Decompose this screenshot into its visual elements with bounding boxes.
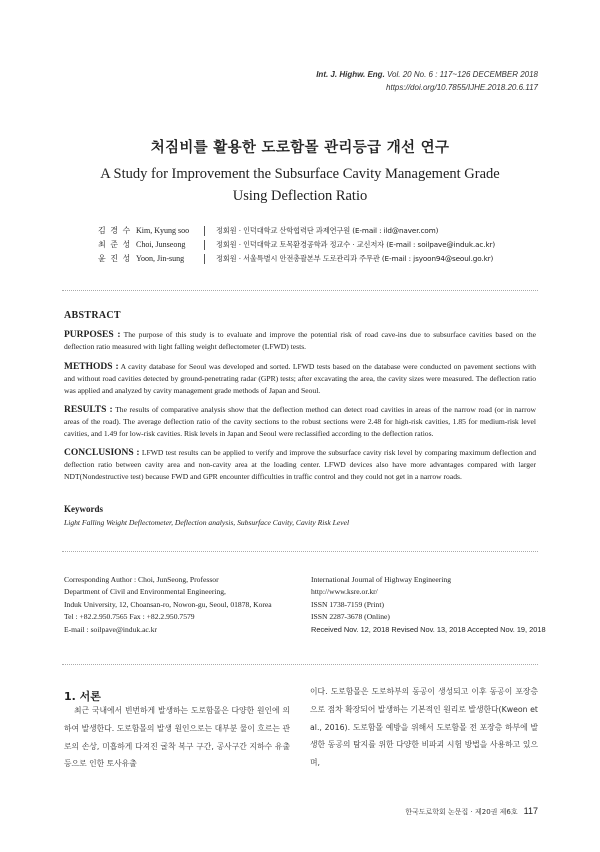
author-affiliation: 정회원 · 인덕대학교 산학협력단 과제연구원 (E-mail : ild@naver.com) <box>216 226 439 235</box>
abstract-heading: ABSTRACT <box>64 310 121 321</box>
results-text: The results of comparative analysis show that the deflection method can detect road cavities in areas of the narrow road (or in narrow areas of the road). The average deflection ratio of the cavity sections to the robust sections were 2.48 for high-risk cavities, 1.85 for medium-risk level cavities, and 1.49 for low-risk cavities. Risk levels in Japan and Seoul were reclassified according to the deflection ratios. <box>64 405 536 439</box>
methods-text: A cavity database for Seoul was developed and sorted. LFWD tests based on the database were conducted on pavement sections with and without road cavities detected by ground-penetrating radar (GPR) tests; after excavating the area, the cavity sizes were measured. The deflection ratio was applied and analyzed by cavity management grade methods of Japan and Seoul. <box>64 362 536 396</box>
journal-doi[interactable]: https://doi.org/10.7855/IJHE.2018.20.6.117 <box>386 83 538 92</box>
body-text-left: 최근 국내에서 빈번하게 발생하는 도로함몰은 다양한 원인에 의하여 발생한다. 도로함몰의 발생 원인으로는 대부분 물이 흐르는 관로의 손상, 미흡하게 다져진 굴착 복구 구간, 공사구간 지하수 유출 등으로 인한 토사유출 <box>64 706 290 769</box>
corr-line: Tel : +82.2.950.7565 Fax : +82.2.950.7579 <box>64 612 195 622</box>
abstract-methods <box>64 361 536 398</box>
corr-email[interactable]: E-mail : soilpave@induk.ac.kr <box>64 624 158 634</box>
author-name-ko: 윤 진 성 <box>98 254 132 263</box>
abstract-purposes <box>64 329 536 353</box>
title-english <box>0 163 600 207</box>
page-number: 117 <box>523 806 538 816</box>
divider <box>62 290 538 291</box>
corr-line: Corresponding Author : Choi, JunSeong, Professor <box>64 575 219 584</box>
journal-abbrev: Int. J. Highw. Eng. <box>316 70 385 79</box>
author-divider <box>204 240 216 250</box>
author-row <box>98 224 495 238</box>
divider <box>62 664 538 665</box>
abstract-conclusions <box>64 447 536 484</box>
title-english-line2: Using Deflection Ratio <box>232 188 368 204</box>
keywords-heading: Keywords <box>64 504 103 514</box>
purposes-text: The purpose of this study is to evaluate and improve the potential risk of road cave-ins due to subsurface cavities based on the deflection ratio measured with light falling weight deflectometer (LFWD) tests. <box>64 330 536 352</box>
pub-url[interactable]: http://www.ksre.or.kr/ <box>311 587 378 597</box>
divider <box>62 551 538 552</box>
author-list <box>98 224 495 266</box>
footer-journal: 한국도로학회 논문집 · 제20권 제6호 <box>405 808 518 816</box>
corr-line: Department of Civil and Environmental Engineering, <box>64 587 226 597</box>
keywords-text: Light Falling Weight Deflectometer, Deflection analysis, Subsurface Cavity, Cavity Risk Level <box>64 518 350 527</box>
author-name-en: Yoon, Jin-sung <box>136 254 185 263</box>
pub-line: International Journal of Highway Engineering <box>311 575 452 584</box>
corr-line: Induk University, 12, Choansan-ro, Nowon-gu, Seoul, 01878, Korea <box>64 599 272 609</box>
title-korean: 처짐비를 활용한 도로함몰 관리등급 개선 연구 <box>150 140 450 156</box>
author-row <box>98 238 495 252</box>
author-divider <box>204 226 216 236</box>
author-affiliation: 정회원 · 인덕대학교 토목환경공학과 정교수 · 교신저자 (E-mail : soilpave@induk.ac.kr) <box>216 240 496 249</box>
body-text-right: 이다. 도로함몰은 도로하부의 동공이 생성되고 이후 동공이 포장층으로 점차 확장되어 발생하는 기본적인 원리로 발생한다(Kweon et al., 2016). 도로함몰 예방을 위해서 도로함몰 전 포장층 하부에 발생한 동공의 탐지를 위한 다양한 비파괴 시험 방법을 사용하고 있으며, <box>310 687 538 768</box>
conclusions-text: LFWD test results can be applied to verify and improve the subsurface cavity risk level by comparing maximum deflection and deflection ratio between cavity area and non-cavity area at the loading center. LFWD devices also have more advantages compared with larger NDT(Nondestructive test) because FWD and GPR encounter difficulties in traffic control and they could not get in a narrow roads. <box>64 448 536 482</box>
author-divider <box>204 254 216 264</box>
results-label: RESULTS : <box>64 405 113 415</box>
conclusions-label: CONCLUSIONS : <box>64 448 140 458</box>
pub-dates: Received Nov. 12, 2018 Revised Nov. 13, 2018 Accepted Nov. 19, 2018 <box>311 624 546 634</box>
purposes-label: PURPOSES : <box>64 330 121 340</box>
page-footer <box>405 806 538 817</box>
author-name-ko: 김 경 수 <box>98 226 132 235</box>
publication-info <box>311 574 546 636</box>
author-name-ko: 최 준 성 <box>98 240 132 249</box>
journal-issue: Vol. 20 No. 6 : 117~126 DECEMBER 2018 <box>384 70 538 79</box>
pub-line: ISSN 2287-3678 (Online) <box>311 612 390 622</box>
pub-line: ISSN 1738-7159 (Print) <box>311 599 384 609</box>
author-name-en: Kim, Kyung soo <box>136 226 190 235</box>
journal-header <box>316 68 538 94</box>
author-row <box>98 252 495 266</box>
section-heading: 1. 서론 <box>64 690 101 703</box>
corresponding-author <box>64 574 272 636</box>
title-english-line1: A Study for Improvement the Subsurface Cavity Management Grade <box>100 166 500 182</box>
author-name-en: Choi, Junseong <box>136 240 186 249</box>
author-affiliation: 정회원 · 서울특별시 안전총괄본부 도로관리과 주무관 (E-mail : jsyoon94@seoul.go.kr) <box>216 254 494 263</box>
methods-label: METHODS : <box>64 362 119 372</box>
abstract-results <box>64 404 536 441</box>
